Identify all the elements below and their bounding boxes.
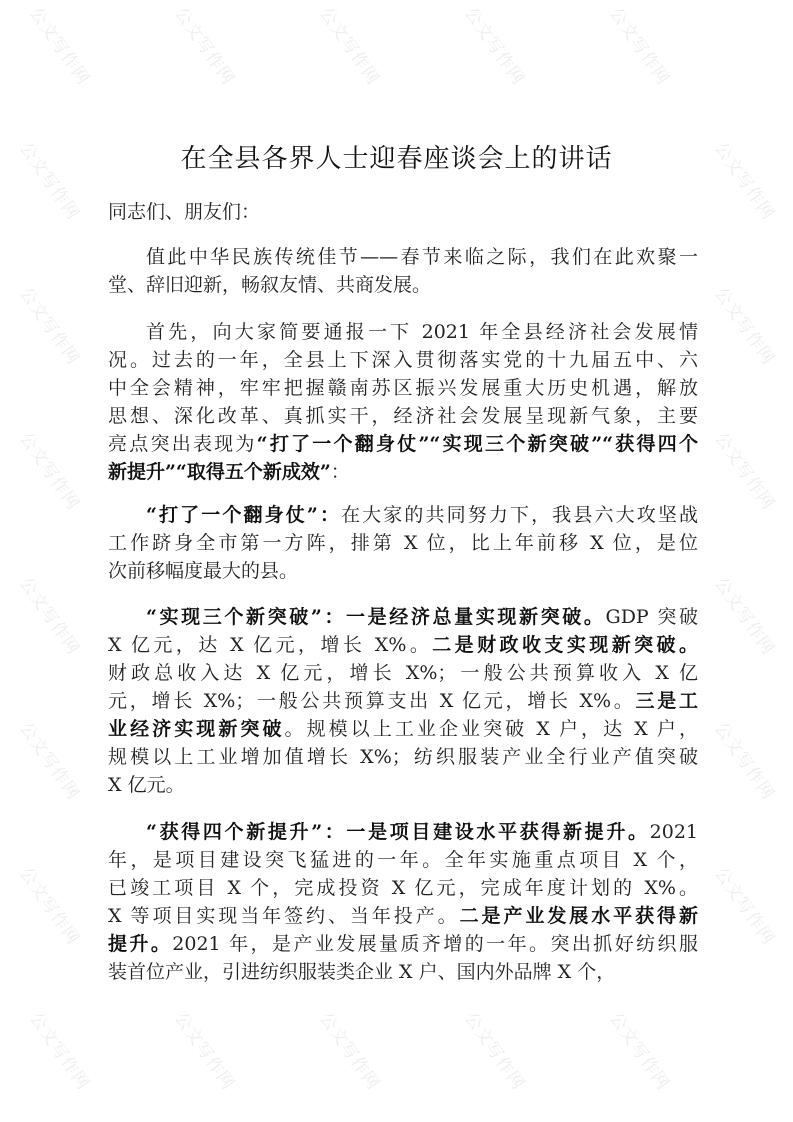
text-line	[108, 430, 698, 458]
text-line	[108, 318, 698, 346]
text: 同志们、朋友们：	[108, 201, 261, 223]
text: 值此中华民族传统佳节——春节来临之际，我们在此欢聚一	[146, 246, 698, 268]
text-line	[108, 346, 698, 374]
text: 思想、深化改革、真抓实干，经济社会发展呈现新气象，主要	[108, 405, 698, 427]
watermark-text: 公文写作网	[710, 573, 779, 660]
watermark-text: 公文写作网	[710, 863, 779, 950]
text-line	[108, 874, 698, 902]
paragraph	[108, 501, 698, 585]
text: X 等项目实现当年签约、当年投产。	[108, 905, 460, 927]
watermark-text: 公文写作网	[170, 1008, 239, 1095]
text-line	[108, 631, 698, 659]
text: 况。过去的一年，全县上下深入贯彻落实党的十九届五中、六	[108, 349, 698, 371]
text: 中全会精神，牢牢把握赣南苏区振兴发展重大历史机遇，解放	[108, 377, 698, 399]
watermark-text: 公文写作网	[710, 138, 779, 225]
text-line	[108, 687, 698, 715]
text: 工作跻身全市第一方阵，排第 X 位，比上年前移 X 位，是位	[108, 532, 698, 554]
watermark-text: 公文写作网	[25, 3, 94, 90]
text: X 亿元。	[108, 774, 185, 796]
watermark-text: 公文写作网	[15, 573, 84, 660]
salutation	[108, 198, 698, 226]
bold-text: 二是财政收支实现新突破。	[432, 634, 698, 656]
watermark-text: 公文写作网	[15, 283, 84, 370]
watermark-text: 公文写作网	[605, 3, 674, 90]
paragraph	[108, 318, 698, 486]
text-line	[108, 529, 698, 557]
watermark-text: 公文写作网	[710, 428, 779, 515]
document-title: 在全县各界人士迎春座谈会上的讲话	[180, 144, 613, 174]
text: 财政总收入达 X 亿元，增长 X%；一般公共预算收入 X 亿	[108, 662, 698, 684]
text: ：	[330, 461, 350, 483]
text-line	[108, 771, 698, 799]
bold-text: “获得四个新提升”：一是项目建设水平获得新提升。	[146, 821, 650, 843]
text: 2021 年，是产业发展量质齐增的一年。突出抓好纺织服	[172, 933, 698, 955]
bold-text: “打了一个翻身仗”“实现三个新突破”“获得四个	[256, 433, 698, 455]
text: X 亿元，达 X 亿元，增长 X%。	[108, 634, 433, 656]
paragraph	[108, 818, 698, 986]
text-line	[108, 743, 698, 771]
text-line	[108, 243, 698, 271]
text-line	[108, 659, 698, 687]
watermark-text: 公文写作网	[460, 3, 529, 90]
watermark-text: 公文写作网	[15, 428, 84, 515]
watermark-text: 公文写作网	[25, 1008, 94, 1095]
text: 已竣工项目 X 个，完成投资 X 亿元，完成年度计划的 X%。	[108, 877, 698, 899]
paragraph	[108, 603, 698, 799]
text-line	[108, 458, 698, 486]
text-line	[108, 930, 698, 958]
watermark-text: 公文写作网	[315, 3, 384, 90]
bold-text: “实现三个新突破”：一是经济总量实现新突破。	[146, 606, 606, 628]
watermark-text: 公文写作网	[605, 1008, 674, 1095]
text-line	[108, 198, 698, 226]
text: 在大家的共同努力下，我县六大攻坚战	[341, 504, 698, 526]
bold-text: 二是产业发展水平获得新	[459, 905, 698, 927]
watermark-text: 公文写作网	[710, 283, 779, 370]
bold-text: “打了一个翻身仗”：	[146, 504, 342, 526]
watermark-text: 公文写作网	[710, 718, 779, 805]
bold-text: 新提升”“取得五个新成效”	[108, 461, 331, 483]
text: 首先，向大家简要通报一下 2021 年全县经济社会发展情	[146, 321, 698, 343]
text-line	[108, 902, 698, 930]
watermark-text: 公文写作网	[15, 863, 84, 950]
text: 规模以上工业增加值增长 X%；纺织服装产业全行业产值突破	[108, 746, 698, 768]
watermark-text: 公文写作网	[15, 138, 84, 225]
text: 堂、辞旧迎新，畅叙友情、共商发展。	[108, 274, 432, 296]
text-line	[108, 818, 698, 846]
text: 亮点突出表现为	[108, 433, 257, 455]
paragraph	[108, 243, 698, 299]
text: 2021	[649, 821, 698, 843]
text-line	[108, 402, 698, 430]
watermark-text: 公文写作网	[15, 718, 84, 805]
text-line	[108, 958, 698, 986]
text-line	[108, 603, 698, 631]
text-line	[108, 271, 698, 299]
text-line	[108, 557, 698, 585]
text: 元，增长 X%；一般公共预算支出 X 亿元，增长 X%。	[108, 690, 636, 712]
watermark-text: 公文写作网	[460, 1008, 529, 1095]
watermark-text: 公文写作网	[170, 3, 239, 90]
text-line	[108, 846, 698, 874]
text: 。规模以上工业企业突破 X 户，达 X 户，	[284, 718, 698, 740]
watermark-text: 公文写作网	[315, 1008, 384, 1095]
text-line	[108, 715, 698, 743]
bold-text: 提升。	[108, 933, 173, 955]
text-line	[108, 501, 698, 529]
bold-text: 业经济实现新突破	[108, 718, 285, 740]
text: GDP 突破	[605, 606, 698, 628]
text: 年，是项目建设突飞猛进的一年。全年实施重点项目 X 个，	[108, 849, 698, 871]
text: 装首位产业，引进纺织服装类企业 X 户、国内外品牌 X 个，	[108, 961, 616, 983]
text: 次前移幅度最大的县。	[108, 560, 299, 582]
bold-text: 三是工	[635, 690, 698, 712]
text-line	[108, 374, 698, 402]
